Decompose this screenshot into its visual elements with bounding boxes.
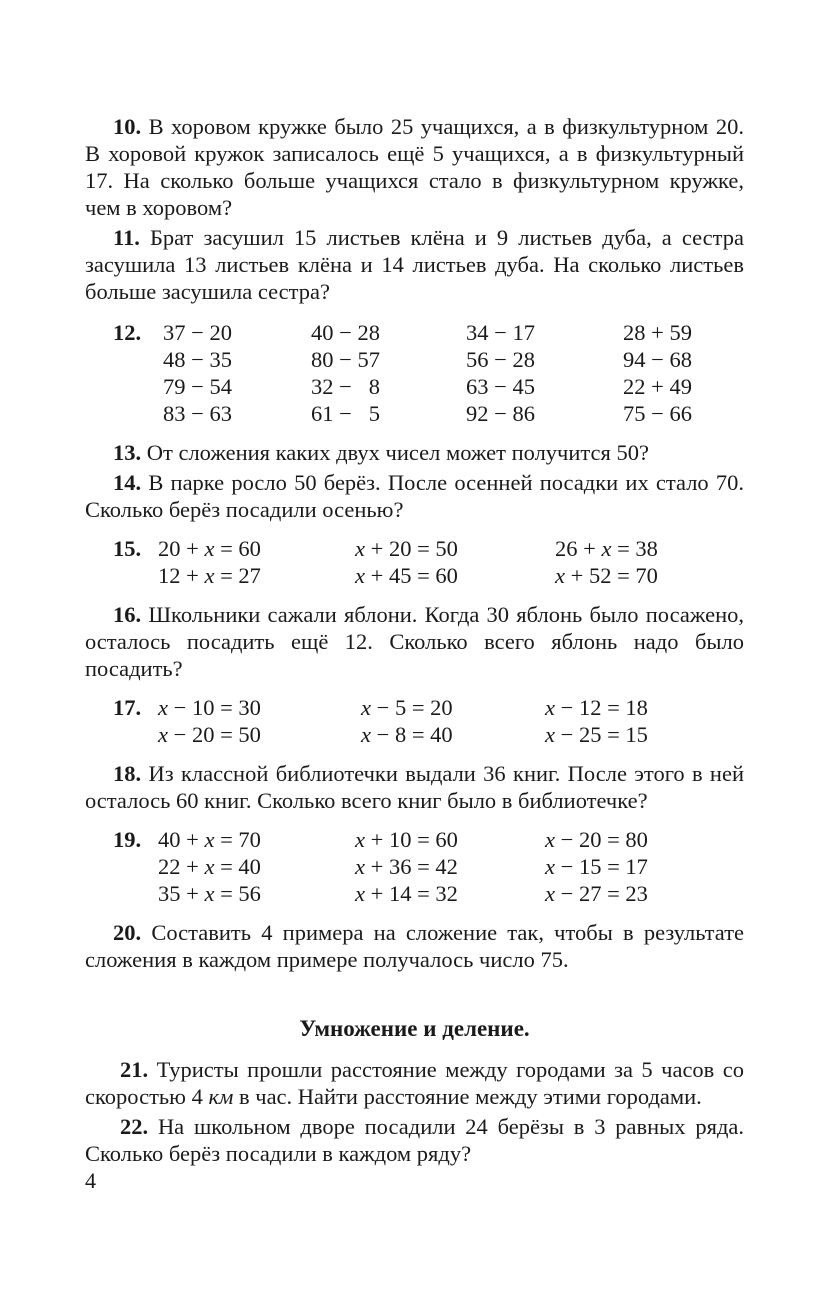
problem-number: 14. — [113, 470, 142, 495]
problem-21 — [85, 1056, 744, 1110]
problem-19 — [85, 826, 744, 907]
page-number: 4 — [85, 1168, 96, 1193]
equation-row — [85, 880, 744, 907]
problem-number: 11. — [113, 225, 140, 250]
expression: 56 − 28 — [466, 347, 535, 372]
equation-row — [85, 826, 744, 853]
unit-km: км — [208, 1084, 234, 1109]
problem-22 — [85, 1113, 744, 1167]
problem-13 — [85, 439, 744, 466]
equation-row — [85, 694, 744, 721]
equation: x + 36 = 42 — [355, 854, 458, 879]
problem-text: В парке росло 50 берёз. После осенней посадки их стало 70. Сколько берёз посадили осенью? — [85, 470, 744, 522]
equation: x − 20 = 50 — [158, 722, 261, 747]
expression: 22 + 49 — [623, 374, 692, 399]
equation: x + 52 = 70 — [555, 563, 658, 588]
problem-number: 12. — [113, 320, 142, 345]
problem-17 — [85, 694, 744, 748]
problem-number: 10. — [113, 114, 142, 139]
expression: 80 − 57 — [311, 347, 380, 372]
expression: 92 − 86 — [466, 401, 535, 426]
equation: x − 12 = 18 — [545, 695, 648, 720]
problem-14 — [85, 469, 744, 523]
expression: 48 − 35 — [163, 347, 232, 372]
expression: 37 − 20 — [163, 320, 232, 345]
equation: 20 + x = 60 — [158, 536, 261, 561]
page-content — [85, 113, 744, 1167]
equation: 12 + x = 27 — [158, 563, 261, 588]
problem-16 — [85, 601, 744, 682]
expression-row — [85, 373, 744, 400]
problem-18 — [85, 760, 744, 814]
problem-text: Брат засушил 15 листьев клёна и 9 листьев дуба, а сестра засушила 13 листьев клёна и 14 листьев дуба. На сколько листьев больше засушила сестра? — [85, 225, 744, 304]
equation: 35 + x = 56 — [158, 881, 261, 906]
problem-20 — [85, 919, 744, 973]
expression: 63 − 45 — [466, 374, 535, 399]
equation: x − 5 = 20 — [361, 695, 453, 720]
expression: 83 − 63 — [163, 401, 232, 426]
equation: x − 25 = 15 — [545, 722, 648, 747]
equation: x − 15 = 17 — [545, 854, 648, 879]
problem-number: 13. — [113, 440, 142, 465]
equation-row — [85, 535, 744, 562]
problem-text: Составить 4 примера на сложение так, чтобы в результате сложения в каждом примере получалось число 75. — [85, 920, 745, 972]
problem-number: 19. — [113, 827, 142, 852]
expression: 79 − 54 — [163, 374, 232, 399]
equation: x + 45 = 60 — [355, 563, 458, 588]
equation: x + 10 = 60 — [355, 827, 458, 852]
equation: x − 20 = 80 — [545, 827, 648, 852]
equation: x + 20 = 50 — [355, 536, 458, 561]
problem-number: 16. — [113, 602, 142, 627]
expression-row — [85, 319, 744, 346]
expression: 75 − 66 — [623, 401, 692, 426]
problem-number: 22. — [120, 1114, 149, 1139]
expression-row — [85, 346, 744, 373]
expression: 94 − 68 — [623, 347, 692, 372]
equation: x − 27 = 23 — [545, 881, 648, 906]
equation: 40 + x = 70 — [158, 827, 261, 852]
section-title: Умножение и деление. — [299, 1016, 530, 1041]
problem-text: На школьном дворе посадили 24 берёзы в 3 равных ряда. Сколько берёз посадили в каждом ряду? — [85, 1114, 745, 1166]
problem-10 — [85, 113, 744, 221]
problem-text: Туристы прошли расстояние между городами за 5 часов со скоростью 4 — [85, 1057, 744, 1109]
equation-row — [85, 721, 744, 748]
expression-row — [85, 400, 744, 427]
problem-text: в час. Найти расстояние между этими городами. — [233, 1084, 702, 1109]
expression: 61 − 5 — [311, 401, 380, 426]
problem-15 — [85, 535, 744, 589]
problem-number: 21. — [120, 1057, 149, 1082]
expression: 34 − 17 — [466, 320, 535, 345]
problem-text: В хоровом кружке было 25 учащихся, а в физкультурном 20. В хоровой кружок записалось ещё 5 учащихся, а в физкультурный 17. На сколько больше учащихся стало в физкультурном кружке, чем в хоровом? — [85, 114, 744, 220]
equation-row — [85, 562, 744, 589]
problem-text: Школьники сажали яблони. Когда 30 яблонь было посажено, осталось посадить ещё 12. Сколько всего яблонь надо было посадить? — [85, 602, 744, 681]
expression: 28 + 59 — [623, 320, 692, 345]
problem-number: 20. — [113, 920, 142, 945]
problem-11 — [85, 224, 744, 305]
problem-text: Из классной библиотечки выдали 36 книг. После этого в ней осталось 60 книг. Сколько всего книг было в библиотечке? — [85, 761, 744, 813]
equation: x + 14 = 32 — [355, 881, 458, 906]
problem-text: От сложения каких двух чисел может получится 50? — [146, 440, 649, 465]
equation: 26 + x = 38 — [555, 536, 658, 561]
problem-number: 18. — [113, 761, 142, 786]
problem-12 — [85, 319, 744, 427]
problem-number: 17. — [113, 695, 142, 720]
equation: x − 10 = 30 — [158, 695, 261, 720]
expression: 40 − 28 — [311, 320, 380, 345]
equation: x − 8 = 40 — [361, 722, 453, 747]
problem-number: 15. — [113, 536, 142, 561]
expression: 32 − 8 — [311, 374, 380, 399]
equation: 22 + x = 40 — [158, 854, 261, 879]
equation-row — [85, 853, 744, 880]
